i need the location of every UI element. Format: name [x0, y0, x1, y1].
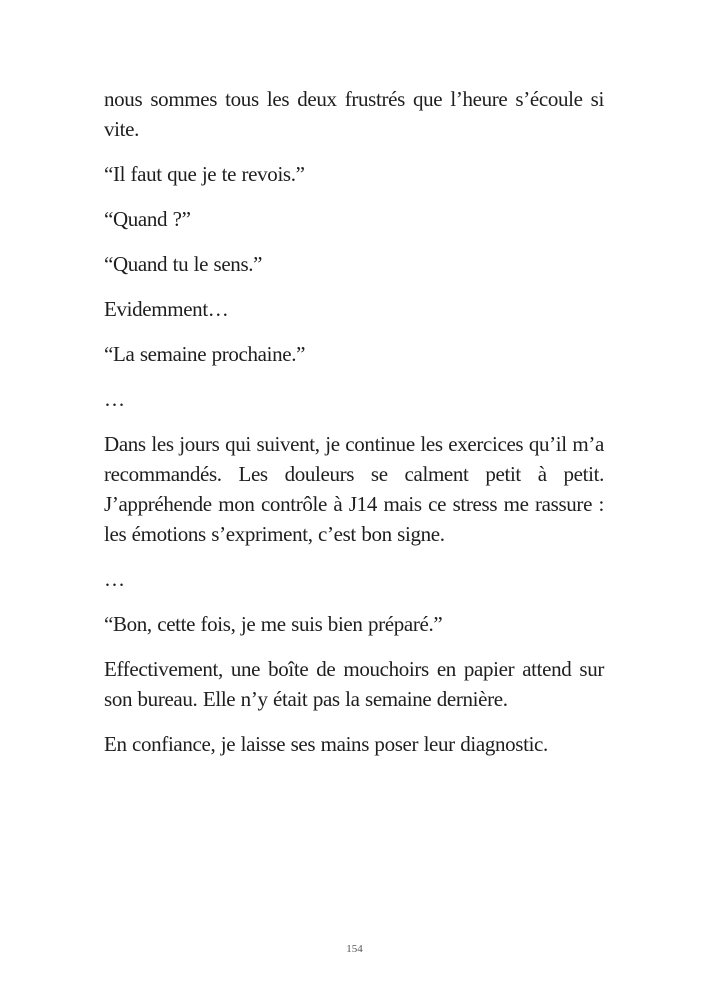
paragraph: Dans les jours qui suivent, je continue les exercices qu’il m’a recommandés. Les douleurs se calment petit à petit. J’appréhende mon contrôle à J14 mais ce stress me rassure : les émotions s’expriment, c’est bon signe. — [104, 432, 604, 546]
dialogue-line: “Bon, cette fois, je me suis bien préparé.” — [104, 612, 443, 636]
section-ellipsis: … — [104, 567, 125, 591]
paragraph: Evidemment… — [104, 297, 229, 321]
page-number: 154 — [346, 943, 363, 955]
dialogue-line: “Quand tu le sens.” — [104, 252, 263, 276]
paragraph: Effectivement, une boîte de mouchoirs en papier attend sur son bureau. Elle n’y était pas la semaine dernière. — [104, 657, 604, 711]
page-body — [104, 84, 604, 759]
dialogue-line: “Il faut que je te revois.” — [104, 162, 305, 186]
dialogue-line: “Quand ?” — [104, 207, 191, 231]
dialogue-line: “La semaine prochaine.” — [104, 342, 306, 366]
paragraph: En confiance, je laisse ses mains poser leur diagnostic. — [104, 732, 548, 756]
paragraph: nous sommes tous les deux frustrés que l’heure s’écoule si vite. — [104, 87, 604, 141]
section-ellipsis: … — [104, 387, 125, 411]
